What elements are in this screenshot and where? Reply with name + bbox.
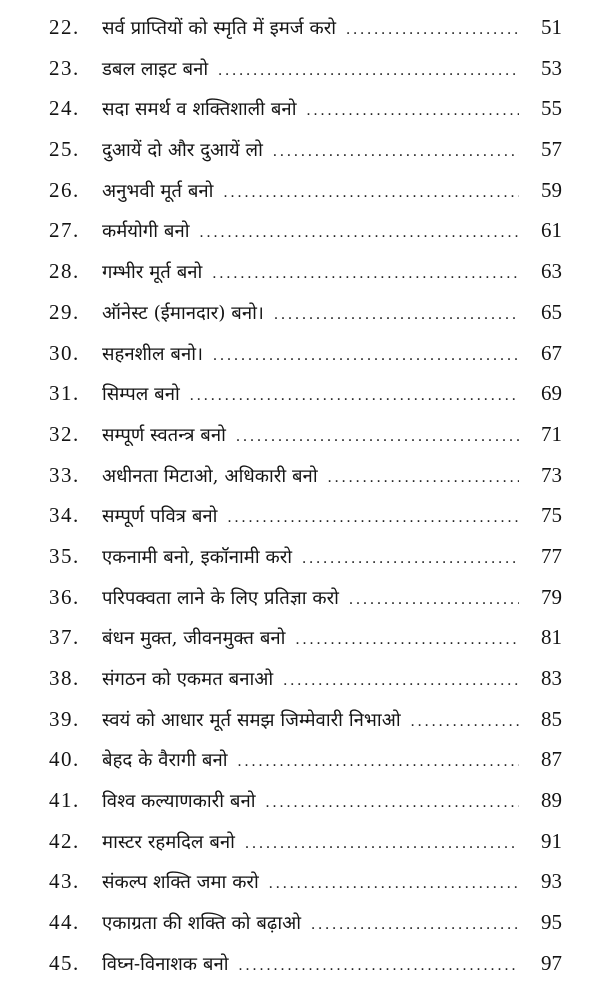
dot-leader bbox=[349, 591, 519, 609]
entry-number: 24. bbox=[49, 96, 80, 121]
toc-entry[interactable] bbox=[0, 700, 600, 741]
entry-title: संगठन को एकमत बनाओ bbox=[102, 669, 274, 690]
toc-entry[interactable] bbox=[0, 903, 600, 944]
table-of-contents bbox=[0, 8, 600, 985]
entry-number: 34. bbox=[49, 503, 80, 528]
entry-page: 89 bbox=[541, 788, 562, 813]
entry-title: सिम्पल बनो bbox=[102, 384, 180, 406]
entry-page: 51 bbox=[541, 15, 562, 39]
entry-number: 45. bbox=[49, 950, 80, 975]
entry-number: 38. bbox=[49, 666, 80, 690]
entry-page: 85 bbox=[541, 706, 562, 731]
dot-leader bbox=[266, 794, 519, 812]
entry-page: 61 bbox=[541, 218, 562, 243]
dot-leader bbox=[411, 713, 519, 731]
toc-entry[interactable] bbox=[0, 415, 600, 456]
entry-page: 79 bbox=[541, 584, 562, 609]
entry-number: 43. bbox=[49, 869, 80, 894]
entry-title: एकनामी बनो, इकॉनामी करो bbox=[102, 546, 293, 568]
dot-leader bbox=[236, 428, 519, 446]
entry-title: गम्भीर मूर्त बनो bbox=[102, 262, 203, 284]
entry-title: बेहद के वैरागी बनो bbox=[102, 750, 228, 772]
toc-entry[interactable] bbox=[0, 171, 600, 212]
entry-page: 81 bbox=[541, 625, 562, 650]
entry-number: 25. bbox=[49, 137, 80, 162]
entry-page: 69 bbox=[541, 381, 562, 406]
toc-entry[interactable] bbox=[0, 211, 600, 252]
entry-page: 59 bbox=[541, 177, 562, 202]
entry-title: अधीनता मिटाओ, अधिकारी बनो bbox=[102, 465, 318, 487]
dot-leader bbox=[328, 469, 519, 487]
dot-leader bbox=[306, 102, 519, 120]
entry-title: सर्व प्राप्तियों को स्मृति में इमर्ज करो bbox=[102, 18, 337, 39]
toc-entry[interactable] bbox=[0, 374, 600, 415]
entry-number: 36. bbox=[49, 584, 80, 609]
entry-page: 65 bbox=[541, 299, 562, 324]
entry-page: 53 bbox=[541, 55, 562, 80]
entry-number: 26. bbox=[49, 177, 80, 202]
entry-number: 41. bbox=[49, 788, 80, 813]
toc-entry[interactable] bbox=[0, 49, 600, 90]
entry-number: 23. bbox=[49, 55, 80, 80]
entry-page: 77 bbox=[541, 543, 562, 568]
dot-leader bbox=[213, 347, 519, 365]
entry-number: 39. bbox=[49, 706, 80, 731]
toc-entry[interactable] bbox=[0, 618, 600, 659]
entry-page: 95 bbox=[541, 910, 562, 935]
entry-page: 71 bbox=[541, 421, 562, 446]
entry-title: सम्पूर्ण स्वतन्त्र बनो bbox=[102, 424, 226, 446]
entry-page: 63 bbox=[541, 259, 562, 284]
entry-title: बंधन मुक्त, जीवनमुक्त बनो bbox=[102, 628, 286, 650]
dot-leader bbox=[218, 62, 519, 80]
entry-title: कर्मयोगी बनो bbox=[102, 221, 190, 243]
entry-number: 27. bbox=[49, 218, 80, 243]
entry-title: दुआयें दो और दुआयें लो bbox=[102, 140, 263, 162]
entry-number: 28. bbox=[49, 259, 80, 284]
dot-leader bbox=[223, 184, 519, 202]
dot-leader bbox=[227, 509, 519, 527]
dot-leader bbox=[311, 916, 519, 934]
toc-entry[interactable] bbox=[0, 456, 600, 497]
dot-leader bbox=[346, 21, 519, 39]
toc-entry[interactable] bbox=[0, 659, 600, 700]
entry-number: 37. bbox=[49, 625, 80, 650]
toc-entry[interactable] bbox=[0, 252, 600, 293]
entry-title: मास्टर रहमदिल बनो bbox=[102, 831, 235, 853]
dot-leader bbox=[302, 550, 519, 568]
toc-entry[interactable] bbox=[0, 89, 600, 130]
entry-title: डबल लाइट बनो bbox=[102, 58, 209, 80]
entry-page: 73 bbox=[541, 462, 562, 487]
entry-number: 40. bbox=[49, 747, 80, 772]
entry-page: 67 bbox=[541, 340, 562, 365]
entry-page: 97 bbox=[541, 950, 562, 975]
toc-entry[interactable] bbox=[0, 8, 600, 49]
entry-title: सदा समर्थ व शक्तिशाली बनो bbox=[102, 99, 297, 121]
toc-entry[interactable] bbox=[0, 334, 600, 375]
toc-entry[interactable] bbox=[0, 781, 600, 822]
dot-leader bbox=[283, 672, 519, 690]
toc-entry[interactable] bbox=[0, 130, 600, 171]
entry-number: 32. bbox=[49, 421, 80, 446]
entry-number: 33. bbox=[49, 462, 80, 487]
toc-entry[interactable] bbox=[0, 822, 600, 863]
toc-entry[interactable] bbox=[0, 578, 600, 619]
dot-leader bbox=[269, 875, 519, 893]
dot-leader bbox=[238, 753, 519, 771]
toc-entry[interactable] bbox=[0, 293, 600, 334]
dot-leader bbox=[200, 224, 519, 242]
entry-page: 55 bbox=[541, 96, 562, 121]
entry-page: 93 bbox=[541, 869, 562, 894]
dot-leader bbox=[274, 306, 519, 324]
entry-title: एकाग्रता की शक्ति को बढ़ाओ bbox=[102, 913, 302, 935]
entry-title: सम्पूर्ण पवित्र बनो bbox=[102, 506, 218, 528]
entry-title: सहनशील बनो। bbox=[102, 343, 204, 365]
entry-number: 31. bbox=[49, 381, 80, 406]
entry-title: संकल्प शक्ति जमा करो bbox=[102, 872, 259, 894]
entry-page: 83 bbox=[541, 666, 562, 690]
entry-page: 57 bbox=[541, 137, 562, 162]
entry-number: 30. bbox=[49, 340, 80, 365]
toc-entry[interactable] bbox=[0, 496, 600, 537]
toc-entry[interactable] bbox=[0, 740, 600, 781]
entry-number: 42. bbox=[49, 828, 80, 853]
entry-page: 87 bbox=[541, 747, 562, 772]
entry-number: 29. bbox=[49, 299, 80, 324]
entry-number: 44. bbox=[49, 910, 80, 935]
dot-leader bbox=[212, 265, 519, 283]
entry-page: 75 bbox=[541, 503, 562, 528]
dot-leader bbox=[239, 957, 519, 975]
entry-title: ऑनेस्ट (ईमानदार) बनो। bbox=[102, 302, 264, 324]
entry-number: 35. bbox=[49, 543, 80, 568]
toc-entry[interactable] bbox=[0, 537, 600, 578]
entry-number: 22. bbox=[49, 15, 80, 39]
dot-leader bbox=[245, 835, 519, 853]
entry-title: अनुभवी मूर्त बनो bbox=[102, 180, 214, 202]
entry-title: विघ्न-विनाशक बनो bbox=[102, 953, 229, 975]
entry-page: 91 bbox=[541, 828, 562, 853]
dot-leader bbox=[190, 387, 519, 405]
dot-leader bbox=[295, 631, 519, 649]
entry-title: विश्व कल्याणकारी बनो bbox=[102, 791, 256, 813]
toc-entry[interactable] bbox=[0, 862, 600, 903]
entry-title: परिपक्वता लाने के लिए प्रतिज्ञा करो bbox=[102, 587, 339, 609]
dot-leader bbox=[273, 143, 519, 161]
entry-title: स्वयं को आधार मूर्त समझ जिम्मेवारी निभाओ bbox=[102, 709, 401, 731]
